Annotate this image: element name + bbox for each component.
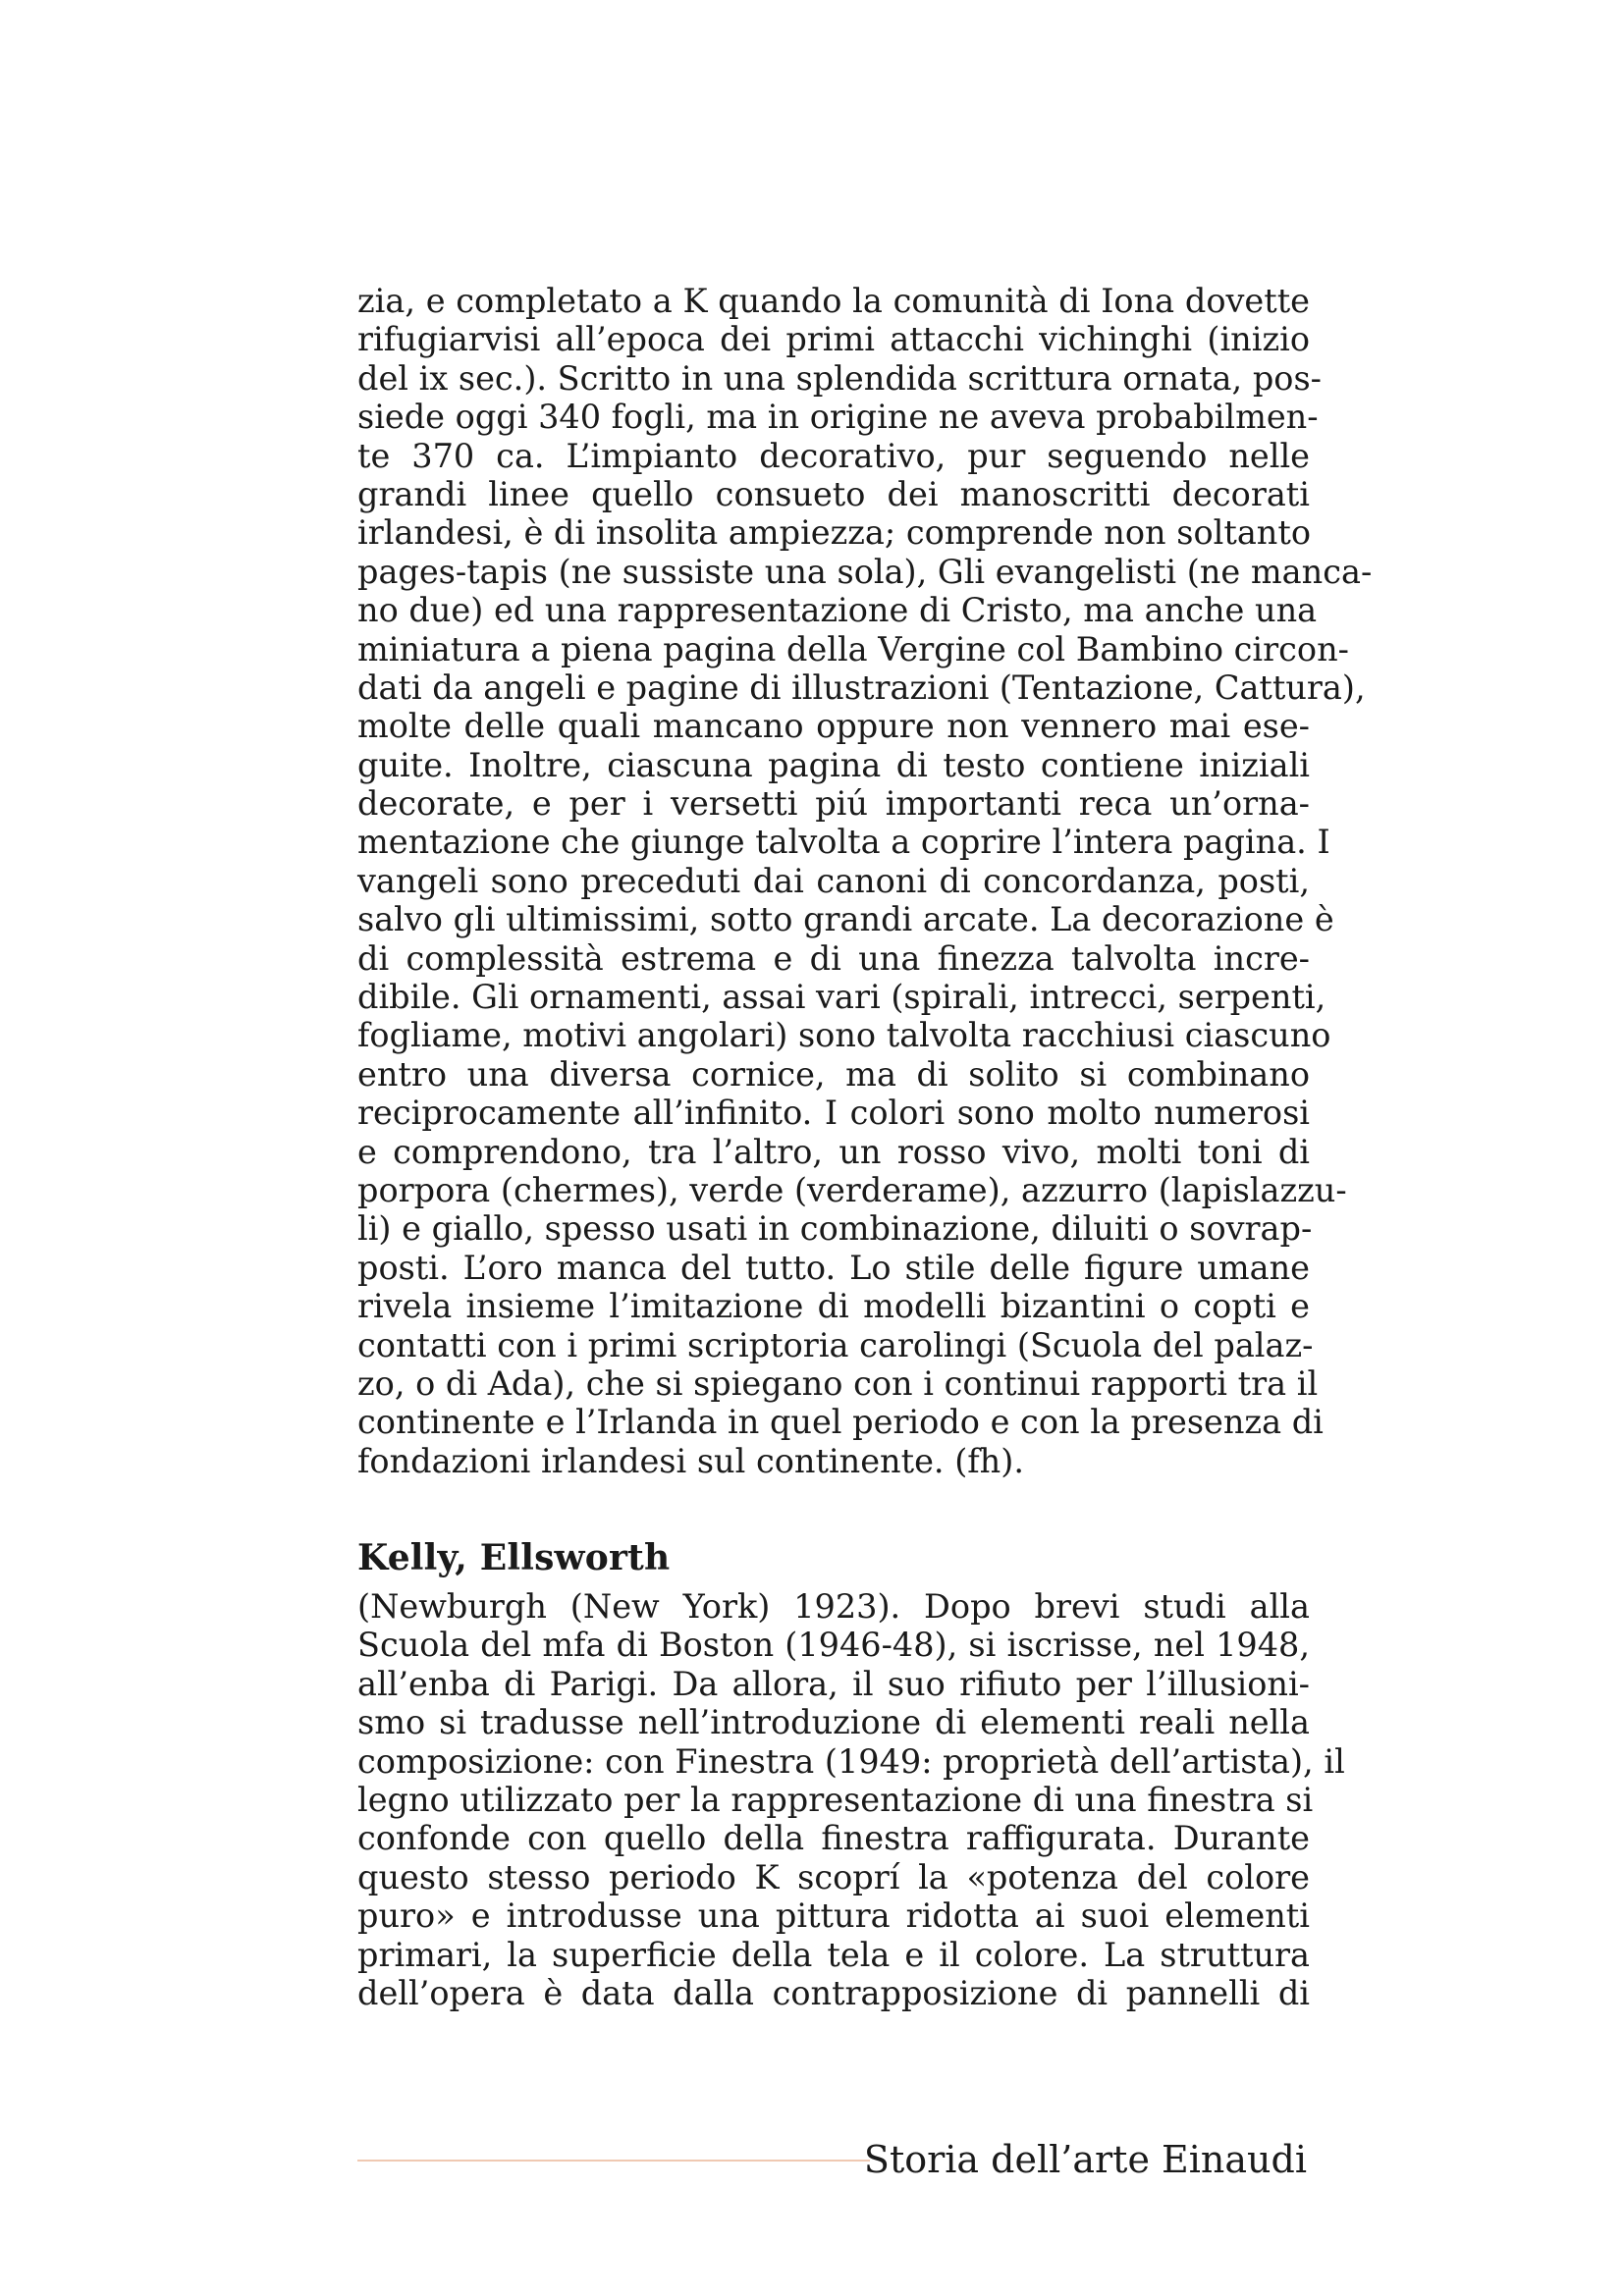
text-line: confonde con quello della finestra raffigurata. Durante — [357, 1819, 1310, 1858]
text-line: dibile. Gli ornamenti, assai vari (spirali, intrecci, serpenti, — [357, 978, 1326, 1017]
text-line: molte delle quali mancano oppure non vennero mai ese- — [357, 707, 1310, 746]
text-line: rivela insieme l’imitazione di modelli bizantini o copti e — [357, 1287, 1310, 1326]
text-line: di complessità estrema e di una finezza talvolta incre- — [357, 938, 1310, 978]
text-line: (Newburgh (New York) 1923). Dopo brevi studi alla — [357, 1587, 1310, 1626]
text-line: Scuola del mfa di Boston (1946-48), si iscrisse, nel 1948, — [357, 1626, 1310, 1665]
text-line: dell’opera è data dalla contrapposizione di pannelli di — [357, 1973, 1310, 2012]
text-line: zia, e completato a K quando la comunità di Iona dovette — [357, 282, 1310, 320]
text-line: primari, la superficie della tela e il colore. La struttura — [357, 1935, 1310, 1974]
entry-k-continuation-text — [357, 282, 1373, 1480]
footer-divider — [357, 2160, 870, 2162]
text-line: zo, o di Ada), che si spiegano con i continui rapporti tra il — [357, 1363, 1319, 1403]
text-line: contatti con i primi scriptoria carolingi (Scuola del palaz- — [357, 1325, 1314, 1364]
text-line: pages-tapis (ne sussiste una sola), Gli evangelisti (ne manca- — [357, 552, 1373, 591]
text-line: li) e giallo, spesso usati in combinazione, diluiti o sovrap- — [357, 1209, 1313, 1249]
text-line: te 370 ca. L’impianto decorativo, pur seguendo nelle — [357, 436, 1310, 475]
text-line: entro una diversa cornice, ma di solito si combinano — [357, 1054, 1310, 1094]
text-line: questo stesso periodo K scoprí la «potenza del colore — [357, 1857, 1310, 1896]
text-line: siede oggi 340 fogli, ma in origine ne aveva probabilmen- — [357, 398, 1319, 437]
text-line: e comprendono, tra l’altro, un rosso vivo, molti toni di — [357, 1132, 1310, 1171]
entry-kelly-text — [357, 1587, 1345, 2012]
text-line: rifugiarvisi all’epoca dei primi attacchi vichinghi (inizio — [357, 320, 1310, 359]
entry-heading-kelly: Kelly, Ellsworth — [357, 1537, 671, 1578]
text-line: vangeli sono preceduti dai canoni di concordanza, posti, — [357, 861, 1310, 900]
text-line: posti. L’oro manca del tutto. Lo stile delle figure umane — [357, 1248, 1310, 1287]
text-line: legno utilizzato per la rappresentazione di una finestra si — [357, 1780, 1314, 1819]
text-line: reciprocamente all’infinito. I colori sono molto numerosi — [357, 1094, 1310, 1133]
text-line: dati da angeli e pagine di illustrazioni (Tentazione, Cattura), — [357, 667, 1366, 707]
text-line: no due) ed una rappresentazione di Cristo, ma anche una — [357, 591, 1318, 630]
text-line: continente e l’Irlanda in quel periodo e con la presenza di — [357, 1403, 1324, 1442]
text-line: salvo gli ultimissimi, sotto grandi arcate. La decorazione è — [357, 900, 1334, 939]
text-line: grandi linee quello consueto dei manoscritti decorati — [357, 474, 1310, 513]
text-line: mentazione che giunge talvolta a coprire l’intera pagina. I — [357, 823, 1330, 862]
text-line: porpora (chermes), verde (verderame), azzurro (lapislazzu- — [357, 1170, 1347, 1209]
text-line: miniatura a piena pagina della Vergine col Bambino circon- — [357, 629, 1349, 668]
text-line: irlandesi, è di insolita ampiezza; comprende non soltanto — [357, 513, 1311, 553]
text-line: decorate, e per i versetti piú importanti reca un’orna- — [357, 784, 1310, 824]
text-line: fondazioni irlandesi sul continente. (fh). — [357, 1441, 1024, 1480]
text-line: del ix sec.). Scritto in una splendida scrittura ornata, pos- — [357, 358, 1322, 398]
text-line: composizione: con Finestra (1949: proprietà dell’artista), il — [357, 1741, 1345, 1781]
footer-publication-title: Storia dell’arte Einaudi — [863, 2138, 1307, 2181]
text-line: guite. Inoltre, ciascuna pagina di testo contiene iniziali — [357, 745, 1310, 784]
text-line: all’enba di Parigi. Da allora, il suo rifiuto per l’illusioni- — [357, 1664, 1310, 1703]
text-line: fogliame, motivi angolari) sono talvolta racchiusi ciascuno — [357, 1016, 1331, 1055]
text-line: puro» e introdusse una pittura ridotta ai suoi elementi — [357, 1896, 1310, 1936]
text-line: smo si tradusse nell’introduzione di elementi reali nella — [357, 1703, 1310, 1742]
